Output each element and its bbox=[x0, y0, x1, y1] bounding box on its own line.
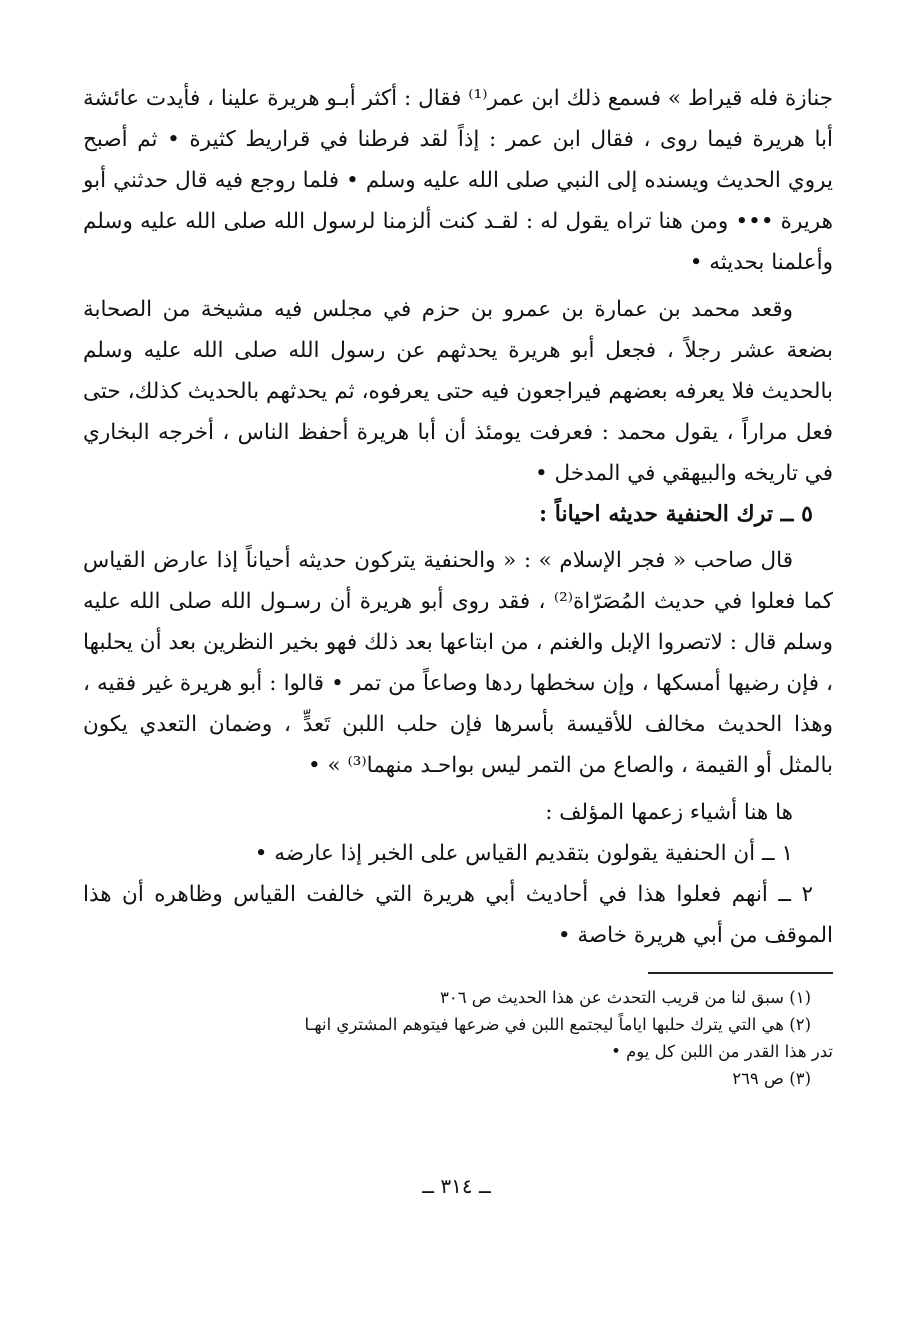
list-item-1: ١ ــ أن الحنفية يقولون بتقديم القياس على الخبر إذا عارضه • bbox=[254, 841, 793, 866]
list-item-2: ٢ ــ أنهم فعلوا هذا في أحاديث أبي هريرة التي خالفت القياس وظاهره أن هذا الموقف من أبي هريرة خاصة • bbox=[83, 882, 833, 948]
footnote-2-line-2: تدر هذا القدر من اللبن كل يوم • bbox=[611, 1042, 833, 1061]
footnote-1: (١) سبق لنا من قريب التحدث عن هذا الحديث ص ٣٠٦ bbox=[439, 988, 811, 1007]
paragraph-4: ها هنا أشياء زعمها المؤلف : bbox=[545, 800, 793, 825]
page-body bbox=[83, 78, 833, 1092]
section-heading: ٥ ــ ترك الحنفية حديثه احياناً : bbox=[539, 501, 813, 527]
footnote-2-line-1: (٢) هي التي يترك حلبها اياماً ليجتمع اللبن في ضرعها فيتوهم المشتري انهـا bbox=[304, 1015, 811, 1034]
page-number: ــ ٣١٤ ــ bbox=[422, 1174, 491, 1198]
paragraph-3: قال صاحب « فجر الإسلام » : « والحنفية يتركون حديثه أحياناً إذا عارض القياس كما فعلوا في حديث المُصَرّاة⁽²⁾ ، فقد روى أبو هريرة أن رسـول الله صلى الله عليه وسلم قال : لاتصروا الإبل والغنم ، من ابتاعها بعد ذلك فهو بخير النظرين بعد أن يحلبها ، فإن رضيها أمسكها ، وإن سخطها ردها وصاعاً من تمر • قالوا : أبو هريرة غير فقيه ، وهذا الحديث مخالف للأقيسة بأسرها فإن حلب اللبن تَعدٍّ ، وضمان التعدي يكون بالمثل أو القيمة ، والصاع من التمر ليس بواحـد منهما⁽³⁾ » • bbox=[83, 548, 833, 778]
footnote-3: (٣) ص ٢٦٩ bbox=[732, 1069, 811, 1088]
footnote-divider bbox=[648, 972, 833, 974]
paragraph-1: جنازة فله قيراط » فسمع ذلك ابن عمر⁽¹⁾ فقال : أكثر أبـو هريرة علينا ، فأيدت عائشة أبا هريرة فيما روى ، فقال ابن عمر : إذاً لقد فرطنا في قراريط كثيرة • ثم أصبح يروي الحديث ويسنده إلى النبي صلى الله عليه وسلم • فلما روجع فيه قال حدثني أبو هريرة ••• ومن هنا تراه يقول له : لقـد كنت ألزمنا لرسول الله صلى الله عليه وسلم وأعلمنا بحديثه • bbox=[83, 86, 833, 275]
paragraph-2: وقعد محمد بن عمارة بن عمرو بن حزم في مجلس فيه مشيخة من الصحابة بضعة عشر رجلاً ، فجعل أبو هريرة يحدثهم عن رسول الله صلى الله عليه وسلم بالحديث فلا يعرفه بعضهم فيراجعون فيه حتى يعرفوه، ثم يحدثهم بالحديث كذلك، حتى فعل مراراً ، يقول محمد : فعرفت يومئذ أن أبا هريرة أحفظ الناس ، أخرجه البخاري في تاريخه والبيهقي في المدخل • bbox=[83, 297, 833, 486]
